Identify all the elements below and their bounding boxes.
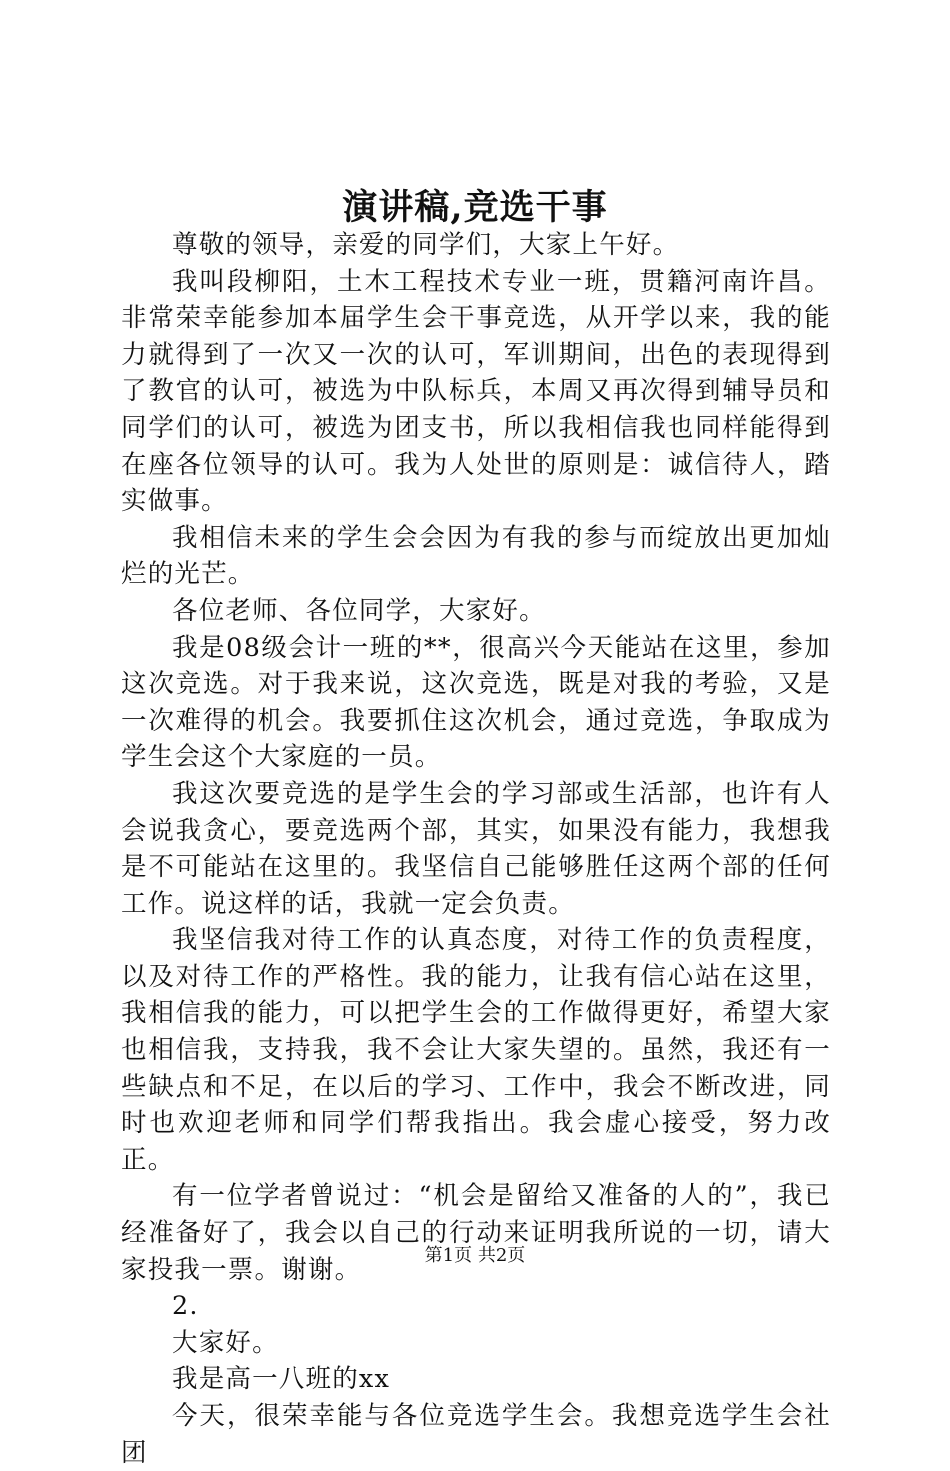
paragraph: 大家好。 (172, 1327, 279, 1358)
paragraph: 我是高一八班的xx (172, 1364, 391, 1395)
paragraph: 各位老师、各位同学，大家好。 (172, 595, 546, 626)
document-body (121, 227, 831, 1471)
paragraph: 我坚信我对待工作的认真态度，对待工作的负责程度，以及对待工作的严格性。我的能力，让我有信心站在这里，我相信我的能力，可以把学生会的工作做得更好，希望大家也相信我，支持我，我不会让大家失望的。虽然，我还有一些缺点和不足，在以后的学习、工作中，我会不断改进，同时也欢迎老师和同学们帮我指出。我会虚心接受，努力改正。 (121, 925, 831, 1175)
paragraph: 我是08级会计一班的**，很高兴今天能站在这里，参加这次竞选。对于我来说，这次竞选，既是对我的考验，又是一次难得的机会。我要抓住这次机会，通过竞选，争取成为学生会这个大家庭的一员。 (121, 632, 831, 773)
paragraph: 今天，很荣幸能与各位竞选学生会。我想竞选学生会社团 (121, 1401, 831, 1468)
document-title: 演讲稿,竞选干事 (342, 187, 608, 228)
paragraph: 尊敬的领导，亲爱的同学们，大家上午好。 (172, 230, 680, 260)
paragraph: 我相信未来的学生会会因为有我的参与而绽放出更加灿烂的光芒。 (121, 522, 831, 590)
paragraph: 我这次要竞选的是学生会的学习部或生活部，也许有人会说我贪心，要竞选两个部，其实，如果没有能力，我想我是不可能站在这里的。我坚信自己能够胜任这两个部的任何工作。说这样的话，我就一定会负责。 (121, 778, 831, 919)
paragraph: 有一位学者曾说过：“机会是留给又准备的人的”，我已经准备好了，我会以自己的行动来证明我所说的一切，请大家投我一票。谢谢。 (121, 1181, 831, 1285)
page-footer: 第1页 共2页 (424, 1245, 526, 1266)
paragraph: 2. (172, 1291, 199, 1322)
paragraph: 我叫段柳阳，土木工程技术专业一班，贯籍河南许昌。非常荣幸能参加本届学生会干事竞选，从开学以来，我的能力就得到了一次又一次的认可，军训期间，出色的表现得到了教官的认可，被选为中队标兵，本周又再次得到辅导员和同学们的认可，被选为团支书，所以我相信我也同样能得到在座各位领导的认可。我为人处世的原则是：诚信待人，踏实做事。 (121, 266, 831, 517)
